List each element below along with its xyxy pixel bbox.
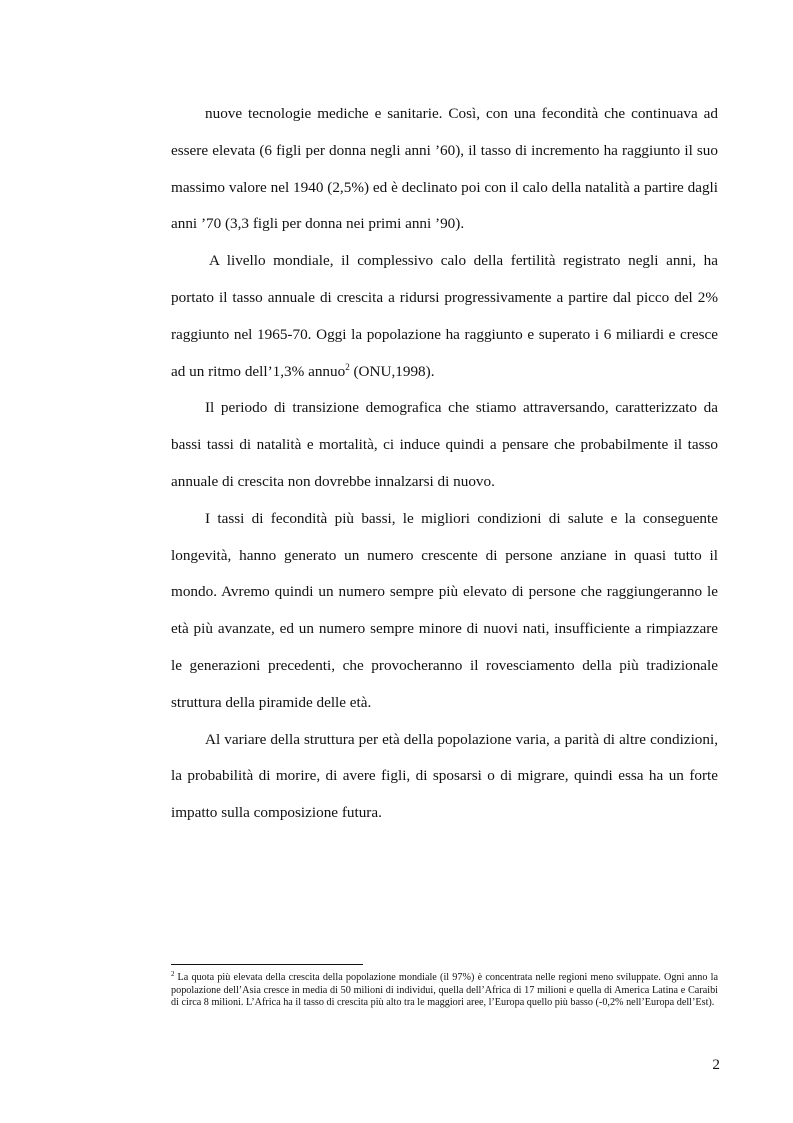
paragraph-3-text: Il periodo di transizione demografica che stiamo attraversando, caratterizzato da bassi tassi di natalità e mortalità, ci induce quindi a pensare che probabilmente il tasso annuale di crescita non dovrebbe innalzarsi di nuovo. <box>171 399 718 490</box>
paragraph-4-text: I tassi di fecondità più bassi, le migliori condizioni di salute e la conseguente longevità, hanno generato un numero crescente di persone anziane in quasi tutto il mondo. Avremo quindi un numero sempre più elevato di persone che raggiungeranno le età più avanzate, ed un numero sempre minore di nuovi nati, insufficiente a rimpiazzare le generazioni precedenti, che provocheranno il rovesciamento della più tradizionale struttura della piramide delle età. <box>171 509 718 711</box>
footnote <box>171 969 718 1010</box>
footnote-marker: 2 <box>171 969 175 978</box>
paragraph-3 <box>171 390 718 500</box>
footnote-separator <box>171 964 363 965</box>
page-number: 2 <box>712 1056 720 1073</box>
body-text <box>171 96 718 832</box>
paragraph-5-text: Al variare della struttura per età della popolazione varia, a parità di altre condizioni, la probabilità di morire, di avere figli, di sposarsi o di migrare, quindi essa ha un forte impatto sulla composizione futura. <box>171 730 718 822</box>
paragraph-2-text-before: A livello mondiale, il complessivo calo della fertilità registrato negli anni, ha portato il tasso annuale di crescita a ridursi progressivamente a partire dal picco del 2% raggiunto nel 1965-70. Oggi la popolazione ha raggiunto e superato i 6 miliardi e cresce ad un ritmo dell’1,3% annuo <box>171 252 718 380</box>
footnote-text: La quota più elevata della crescita della popolazione mondiale (il 97%) è concentrata nelle regioni meno sviluppate. Ogni anno la popolazione dell’Asia cresce in media di 50 milioni di individui, quella dell’Africa di 17 milioni e quella di America Latina e Caraibi di circa 8 milioni. L’Africa ha il tasso di crescita più alto tra le maggiori aree, l’Europa quello più basso (-0,2% nell’Europa dell’Est). <box>171 972 718 1009</box>
paragraph-2 <box>171 243 718 390</box>
paragraph-1 <box>171 96 718 243</box>
paragraph-5 <box>171 722 718 832</box>
paragraph-1-text: nuove tecnologie mediche e sanitarie. Così, con una fecondità che continuava ad essere elevata (6 figli per donna negli anni ’60), il tasso di incremento ha raggiunto il suo massimo valore nel 1940 (2,5%) ed è declinato poi con il calo della natalità a partire dagli anni ’70 (3,3 figli per donna nei primi anni ’90). <box>171 105 718 233</box>
paragraph-4 <box>171 501 718 722</box>
footnote-reference: 2 <box>345 361 350 372</box>
paragraph-2-text-after: (ONU,1998). <box>349 362 435 380</box>
